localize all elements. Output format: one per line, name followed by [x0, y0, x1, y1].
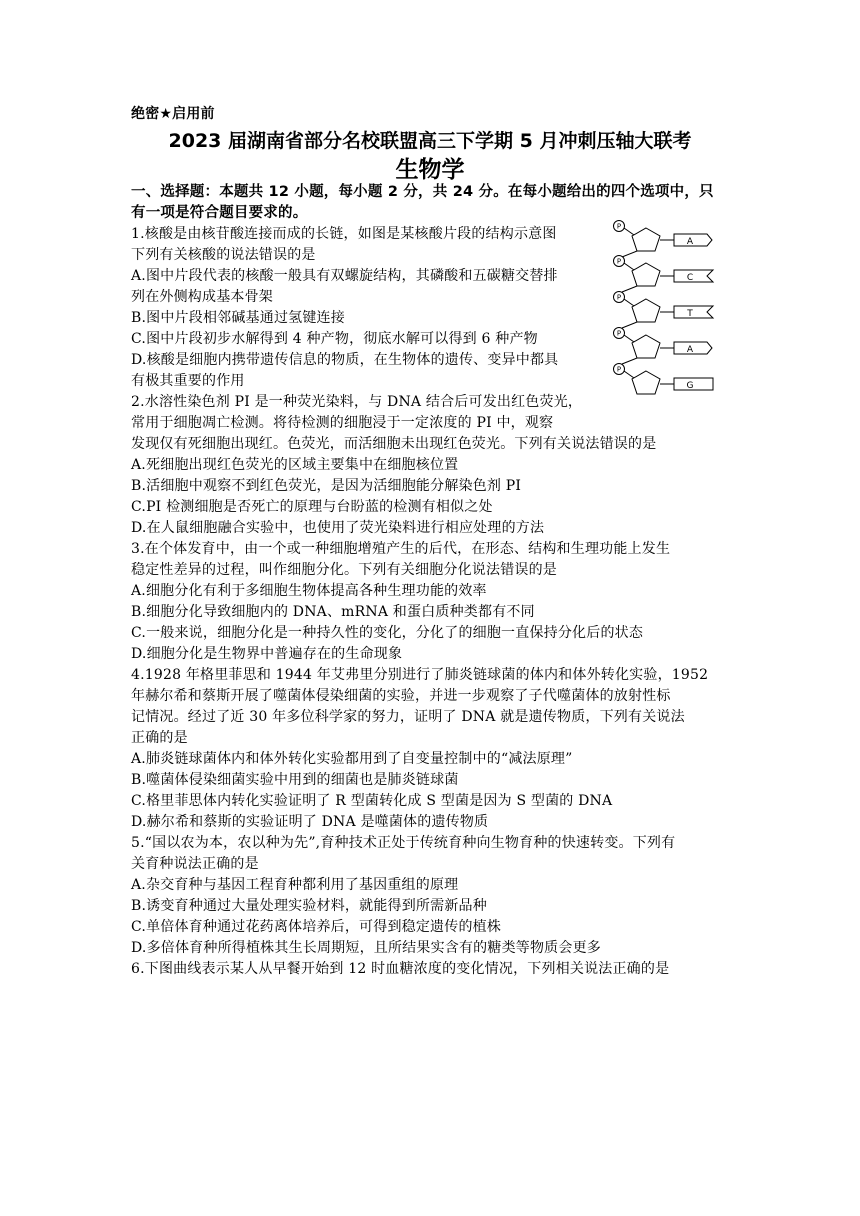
nucleotide-unit [614, 364, 714, 395]
question-text-line: 3.在个体发育中，由一个或一种细胞增殖产生的后代，在形态、结构和生理功能上发生 [131, 541, 671, 557]
nucleotide-unit [614, 221, 713, 258]
option-line: C.PI 检测细胞是否死亡的原理与台盼蓝的检测有相似之处 [131, 499, 493, 515]
section-heading-line: 一、选择题：本题共 12 小题，每小题 2 分，共 24 分。在每小题给出的四个选项中，只 [131, 184, 714, 200]
base-label: G [686, 381, 694, 391]
option-line: D.核酸是细胞内携带遗传信息的物质，在生物体的遗传、变异中都具 [131, 352, 559, 368]
section-heading-line: 有一项是符合题目要求的。 [131, 205, 308, 221]
option-line: B.诱变育种通过大量处理实验材料，就能得到所需新品种 [131, 898, 487, 914]
question-text-line: 年赫尔希和蔡斯开展了噬菌体侵染细菌的实验，并进一步观察了子代噬菌体的放射性标 [131, 688, 671, 704]
option-line: A.杂交育种与基因工程育种都利用了基因重组的原理 [131, 877, 459, 893]
base-shape [674, 378, 713, 390]
question-text-line: 5.“国以农为本，农以种为先”,育种技术正处于传统育种向生物育种的快速转变。下列有 [131, 835, 676, 851]
question-text-line: 发现仅有死细胞出现红。色荧光，而活细胞未出现红色荧光。下列有关说法错误的是 [131, 436, 657, 452]
base-shape [674, 306, 713, 318]
nucleotide-chain-diagram [610, 218, 730, 418]
option-line: B.图中片段相邻碱基通过氢键连接 [131, 310, 345, 326]
sugar-pentagon [632, 263, 660, 286]
option-line: 列在外侧构成基本骨架 [131, 289, 273, 305]
sugar-pentagon [632, 299, 660, 322]
option-line: D.赫尔希和蔡斯的实验证明了 DNA 是噬菌体的遗传物质 [131, 814, 489, 830]
option-line: A.肺炎链球菌体内和体外转化实验都用到了自变量控制中的“减法原理” [131, 751, 573, 767]
question-text-line: 常用于细胞凋亡检测。将待检测的细胞浸于一定浓度的 PI 中，观察 [131, 415, 554, 431]
option-line: D.多倍体育种所得植株其生长周期短，且所结果实含有的糖类等物质会更多 [131, 940, 601, 956]
phosphate-label: P [616, 222, 622, 231]
phosphate-label: P [616, 365, 622, 374]
option-line: A.死细胞出现红色荧光的区域主要集中在细胞核位置 [131, 457, 459, 473]
sugar-pentagon [632, 335, 660, 358]
option-line: C.单倍体育种通过花药离体培养后，可得到稳定遗传的植株 [131, 919, 502, 935]
base-label: T [687, 309, 693, 319]
nucleotide-unit [614, 292, 714, 329]
base-label: C [686, 273, 694, 283]
option-line: C.格里菲思体内转化实验证明了 R 型菌转化成 S 型菌是因为 S 型菌的 DNA [131, 793, 613, 809]
question-text-line: 4.1928 年格里菲思和 1944 年艾弗里分别进行了肺炎链球菌的体内和体外转化实验，1952 [131, 667, 709, 683]
question-text-line: 下列有关核酸的说法错误的是 [131, 247, 316, 263]
phosphate-label: P [616, 257, 622, 266]
question-text-line: 2.水溶性染色剂 PI 是一种荧光染料，与 DNA 结合后可发出红色荧光， [131, 394, 583, 410]
option-line: B.活细胞中观察不到红色荧光，是因为活细胞能分解染色剂 PI [131, 478, 522, 494]
option-line: A.图中片段代表的核酸一般具有双螺旋结构，其磷酸和五碳糖交替排 [131, 268, 558, 284]
option-line: C.一般来说，细胞分化是一种持久性的变化，分化了的细胞一直保持分化后的状态 [131, 625, 644, 641]
phosphate-label: P [616, 293, 622, 302]
secret-label: 绝密★启用前 [131, 106, 215, 122]
subject-title: 生物学 [395, 157, 465, 183]
option-line: 有极其重要的作用 [131, 373, 245, 389]
phosphate-label: P [616, 329, 622, 338]
nucleotide-unit [614, 328, 713, 365]
option-line: C.图中片段初步水解得到 4 种产物，彻底水解可以得到 6 种产物 [131, 331, 538, 347]
option-line: A.细胞分化有利于多细胞生物体提高各种生理功能的效率 [131, 583, 487, 599]
option-line: B.噬菌体侵染细菌实验中用到的细菌也是肺炎链球菌 [131, 772, 459, 788]
question-text-line: 1.核酸是由核苷酸连接而成的长链，如图是某核酸片段的结构示意图 [131, 226, 557, 242]
base-shape [674, 270, 713, 282]
base-label: A [686, 345, 694, 355]
question-text-line: 6.下图曲线表示某人从早餐开始到 12 时血糖浓度的变化情况，下列相关说法正确的是 [131, 961, 670, 977]
question-text-line: 记情况。经过了近 30 年多位科学家的努力，证明了 DNA 就是遗传物质，下列有关说法 [131, 709, 685, 725]
question-text-line: 关育种说法正确的是 [131, 856, 259, 872]
sugar-pentagon [632, 371, 660, 394]
nucleotide-unit [614, 256, 714, 293]
base-label: A [686, 237, 694, 247]
question-text-line: 稳定性差异的过程，叫作细胞分化。下列有关细胞分化说法错误的是 [131, 562, 557, 578]
question-text-line: 正确的是 [131, 730, 188, 746]
sugar-pentagon [632, 228, 660, 251]
option-line: B.细胞分化导致细胞内的 DNA、mRNA 和蛋白质种类都有不同 [131, 604, 535, 620]
option-line: D.在人鼠细胞融合实验中，也使用了荧光染料进行相应处理的方法 [131, 520, 545, 536]
option-line: D.细胞分化是生物界中普遍存在的生命现象 [131, 646, 403, 662]
exam-title: 2023 届湖南省部分名校联盟高三下学期 5 月冲刺压轴大联考 [168, 130, 692, 152]
